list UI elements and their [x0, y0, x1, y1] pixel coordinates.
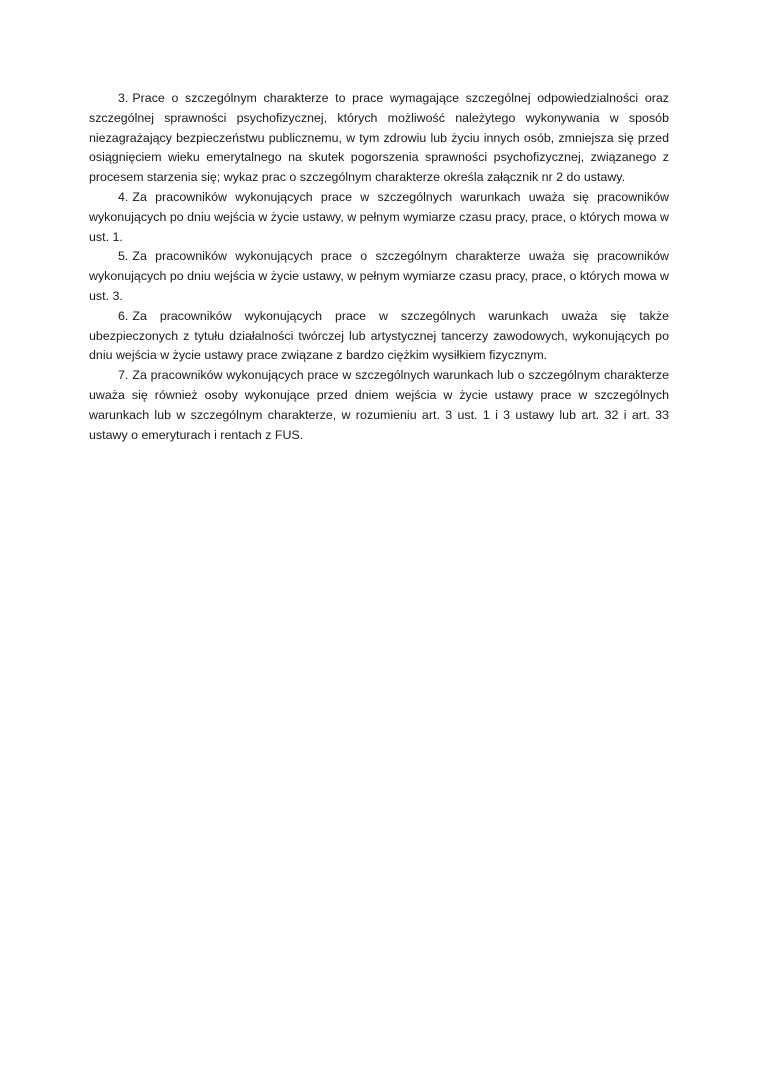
paragraph-number: 4.: [118, 189, 129, 204]
paragraph-text: Za pracowników wykonujących prace w szczególnych warunkach lub o szczególnym charakterze uważa się również osoby wykonujące przed dniem wejścia w życie ustawy prace w szczególnych warunkach lub w szczególnym charakterze, w rozumieniu art. 3 ust. 1 i 3 ustawy lub art. 32 i art. 33 ustawy o emeryturach i rentach z FUS.: [89, 368, 669, 442]
paragraph-number: 6.: [118, 308, 129, 323]
paragraph-text: Prace o szczególnym charakterze to prace wymagające szczególnej odpowiedzialności oraz szczególnej sprawności psychofizycznej, których możliwość należytego wykonywania w sposób niezagrażający bezpieczeństwu publicznemu, w tym zdrowiu lub życiu innych osób, zmniejsza się przed osiągnięciem wieku emerytalnego na skutek pogorszenia sprawności psychofizycznej, związanego z procesem starzenia się; wykaz prac o szczególnym charakterze określa załącznik nr 2 do ustawy.: [89, 91, 669, 185]
paragraph-3: [89, 89, 669, 188]
paragraph-4: [89, 188, 669, 247]
paragraph-5: [89, 247, 669, 306]
paragraph-6: [89, 307, 669, 366]
paragraph-number: 7.: [118, 368, 129, 383]
paragraph-text: Za pracowników wykonujących prace o szczególnym charakterze uważa się pracowników wykonujących po dniu wejścia w życie ustawy, w pełnym wymiarze czasu pracy, prace, o których mowa w ust. 3.: [89, 249, 669, 303]
paragraph-number: 5.: [118, 249, 129, 264]
paragraph-text: Za pracowników wykonujących prace w szczególnych warunkach uważa się pracowników wykonujących po dniu wejścia w życie ustawy, w pełnym wymiarze czasu pracy, prace, o których mowa w ust. 1.: [89, 189, 669, 244]
document-page: [89, 89, 669, 445]
paragraph-number: 3.: [118, 91, 129, 105]
paragraph-7: [89, 366, 669, 445]
paragraph-text: Za pracowników wykonujących prace w szczególnych warunkach uważa się także ubezpieczonych z tytułu działalności twórczej lub artystycznej tancerzy zawodowych, wykonujących po dniu wejścia w życie ustawy prace związane z bardzo ciężkim wysiłkiem fizycznym.: [89, 308, 669, 363]
